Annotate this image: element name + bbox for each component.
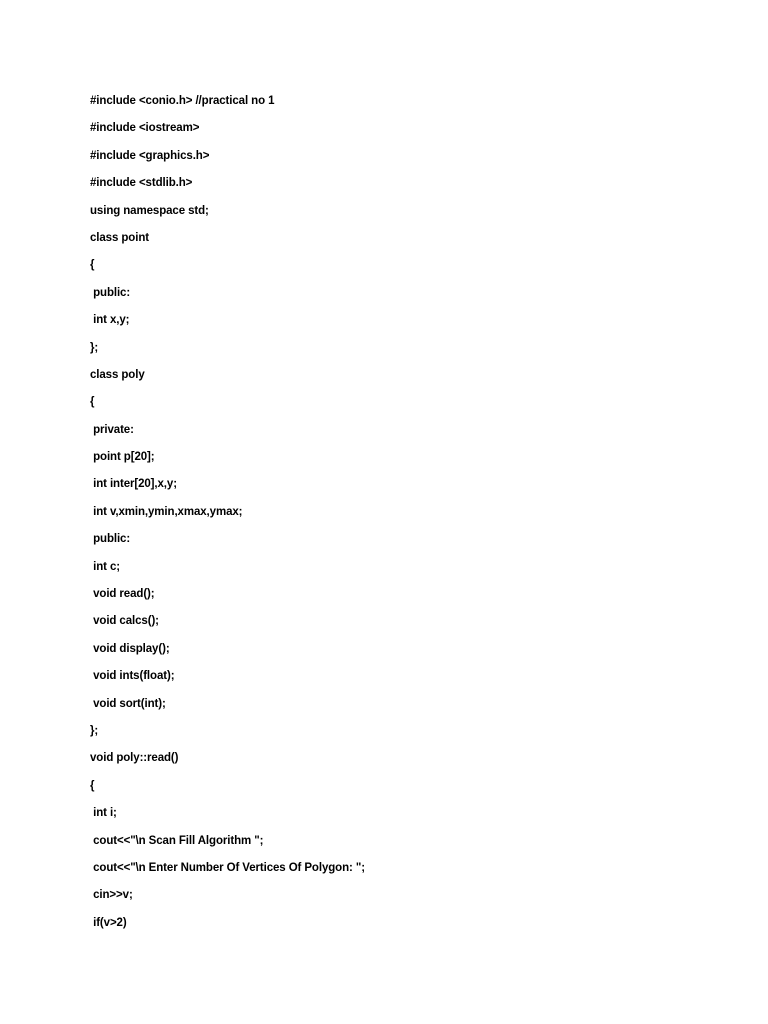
code-line: cout<<"\n Scan Fill Algorithm "; [90,834,264,847]
code-line: #include <iostream> [90,122,200,135]
code-line: public: [90,533,131,546]
code-line: cin>>v; [90,889,133,902]
code-line: private: [90,423,134,436]
code-line: { [90,779,95,792]
code-line: int i; [90,807,117,820]
code-line: class point [90,231,149,244]
code-line: void sort(int); [90,697,166,710]
code-line: }; [90,341,99,354]
code-line: int c; [90,560,120,573]
code-line: void calcs(); [90,615,159,628]
code-line: class poly [90,368,145,381]
code-line: void poly::read() [90,752,179,765]
code-line: #include <stdlib.h> [90,177,193,190]
code-listing [90,92,365,941]
code-line: int inter[20],x,y; [90,478,177,491]
code-line: using namespace std; [90,204,209,217]
code-line: { [90,259,95,272]
code-line: int x,y; [90,314,130,327]
code-line: void read(); [90,588,155,601]
code-line: }; [90,724,99,737]
code-line: #include <conio.h> //practical no 1 [90,95,275,107]
code-line: public: [90,286,131,299]
code-line: void ints(float); [90,670,175,683]
code-line: if(v>2) [90,916,127,929]
code-line: int v,xmin,ymin,xmax,ymax; [90,505,243,518]
code-line: { [90,396,95,409]
code-line: #include <graphics.h> [90,149,210,162]
code-line: point p[20]; [90,451,155,464]
code-line: cout<<"\n Enter Number Of Vertices Of Polygon: "; [90,861,365,874]
code-line: void display(); [90,642,170,655]
